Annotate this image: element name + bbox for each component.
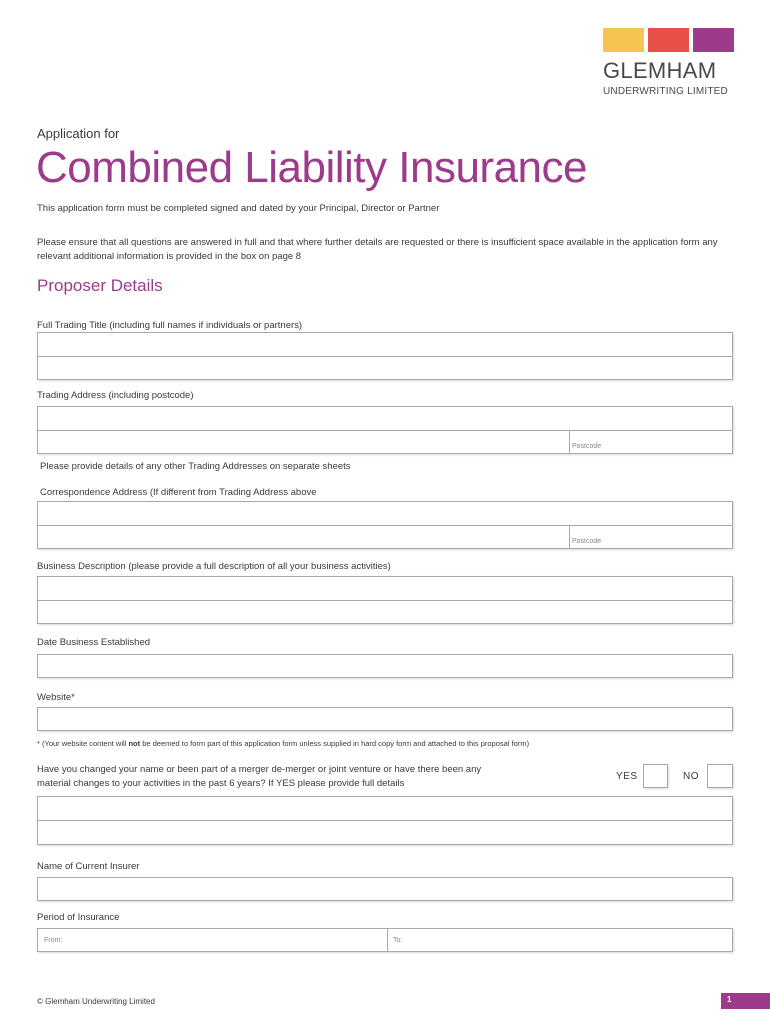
changes-details-field-1[interactable] xyxy=(37,796,733,821)
current-insurer-label: Name of Current Insurer xyxy=(37,861,140,872)
from-label: From: xyxy=(44,937,63,944)
website-label: Website* xyxy=(37,692,75,703)
date-established-label: Date Business Established xyxy=(37,637,151,648)
correspondence-address-field-2[interactable] xyxy=(37,526,733,549)
logo-square-yellow xyxy=(603,28,644,52)
business-description-field-1[interactable] xyxy=(37,576,733,601)
website-field[interactable] xyxy=(37,707,733,731)
no-label: NO xyxy=(683,771,699,782)
other-addresses-note: Please provide details of any other Trading Addresses on separate sheets xyxy=(40,461,351,472)
postcode-divider xyxy=(569,431,570,453)
business-description-field-2[interactable] xyxy=(37,601,733,624)
page-number: 1 xyxy=(721,993,770,1009)
logo-square-purple xyxy=(693,28,734,52)
correspondence-address-label: Correspondence Address (If different from Trading Address above xyxy=(40,487,317,498)
changes-details-field-2[interactable] xyxy=(37,821,733,845)
postcode-divider xyxy=(569,526,570,548)
period-of-insurance-label: Period of Insurance xyxy=(37,912,120,923)
trading-address-label: Trading Address (including postcode) xyxy=(37,390,194,401)
correspondence-address-field-1[interactable] xyxy=(37,501,733,526)
website-note: * (Your website content will not be deemed to form part of this application form unless supplied in hard copy form and attached to this proposal form) xyxy=(37,739,530,748)
logo-subtitle: UNDERWRITING LIMITED xyxy=(603,86,728,97)
changes-question-line-1: Have you changed your name or been part of a merger de-merger or joint venture or have there been any xyxy=(37,764,482,775)
trading-title-field-2[interactable] xyxy=(37,357,733,380)
logo-name: GLEMHAM xyxy=(603,58,717,83)
yes-checkbox[interactable] xyxy=(643,764,668,788)
yes-label: YES xyxy=(616,771,638,782)
period-of-insurance-field[interactable] xyxy=(37,928,733,952)
section-title: Proposer Details xyxy=(37,276,163,295)
trading-address-field-2[interactable] xyxy=(37,431,733,454)
intro-instructions: Please ensure that all questions are answered in full and that where further details are requested or there is insufficient space available in the application form any relevant additional information is provided in the box on page 8 xyxy=(37,237,718,262)
changes-question-line-2: material changes to your activities in the past 6 years? If YES please provide full details xyxy=(37,778,405,789)
trading-address-field-1[interactable] xyxy=(37,406,733,431)
to-label: To: xyxy=(393,937,403,944)
logo-square-red xyxy=(648,28,689,52)
date-established-field[interactable] xyxy=(37,654,733,678)
intro-line: This application form must be completed signed and dated by your Principal, Director or Partner xyxy=(37,203,440,214)
current-insurer-field[interactable] xyxy=(37,877,733,901)
period-divider xyxy=(387,929,388,951)
trading-title-label: Full Trading Title (including full names if individuals or partners) xyxy=(37,320,303,331)
trading-title-field-1[interactable] xyxy=(37,332,733,357)
business-description-label: Business Description (please provide a full description of all your business activities) xyxy=(37,561,391,572)
page-title: Combined Liability Insurance xyxy=(36,143,587,192)
no-checkbox[interactable] xyxy=(707,764,733,788)
postcode-label: Postcode xyxy=(572,443,602,450)
application-for: Application for xyxy=(37,126,120,141)
postcode-label: Postcode xyxy=(572,538,602,545)
footer-copyright: © Glemham Underwriting Limited xyxy=(37,997,155,1006)
